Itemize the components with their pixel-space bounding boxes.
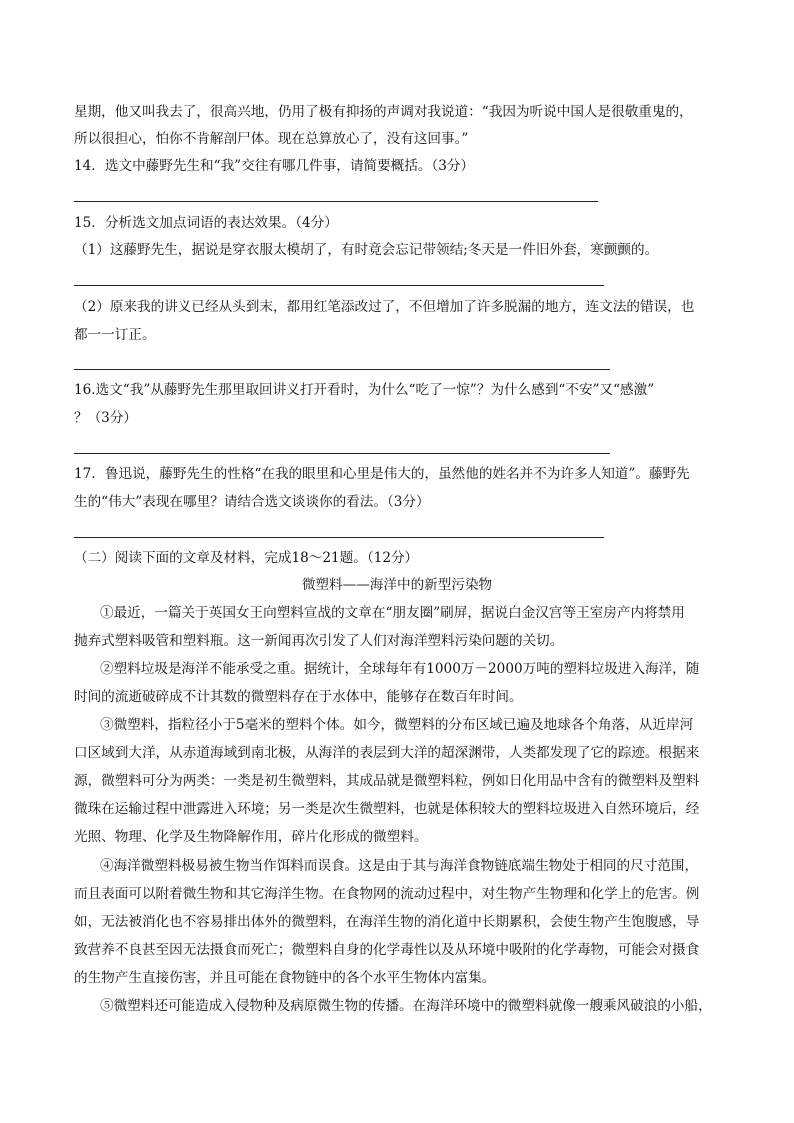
article-p4-line: 的生物产生直接伤害，并且可能在食物链中的各个水平生物体内富集。: [74, 970, 496, 986]
question-14: 14．选文中藤野先生和“我”交往有哪几件事，请简要概括。（3分）: [74, 158, 475, 174]
article-p4-line: 而且表面可以附着微生物和其它海洋生物。在食物网的流动过程中，对生物产生物理和化学上的危害。例: [74, 886, 700, 902]
answer-line-14[interactable]: [74, 201, 598, 202]
article-p2-line: ②塑料垃圾是海洋不能承受之重。据统计，全球每年有1000万－2000万吨的塑料垃圾进入海洋，随: [100, 661, 700, 677]
question-16-cont: ？（3分）: [74, 410, 138, 426]
passage-line: 所以很担心，怕你不肯解剖尸体。现在总算放心了，没有这回事。”: [74, 131, 469, 147]
passage-line: 星期，他又叫我去了，很高兴地，仍用了极有抑扬的声调对我说道：“我因为听说中国人是很敬重鬼的，: [74, 104, 693, 120]
article-p3-line: 微珠在运输过程中泄露进入环境；另一类是次生微塑料，也就是体积较大的塑料垃圾进入自然环境后，经: [74, 801, 700, 817]
article-p3-line: 口区域到大洋，从赤道海域到南北极，从海洋的表层到大洋的超深渊带，人类都发现了它的踪迹。根据来: [74, 745, 700, 761]
article-p3-line: 光照、物理、化学及生物降解作用，碎片化形成的微塑料。: [74, 829, 428, 845]
article-p4-line: 如，无法被消化也不容易排出体外的微塑料，在海洋生物的消化道中长期累积，会使生物产生饱腹感，导: [74, 914, 700, 930]
article-p3-line: 源，微塑料可分为两类：一类是初生微塑料，其成品就是微塑料粒，例如日化用品中含有的微塑料及塑料: [74, 773, 700, 789]
question-15-sub2: （2）原来我的讲义已经从头到末，都用红笔添改过了，不但增加了许多脱漏的地方，连文法的错误，也: [74, 299, 695, 315]
question-15-sub1: （1）这藤野先生，据说是穿衣服太模胡了，有时竟会忘记带领结;冬天是一件旧外套，寒颤颤的。: [74, 242, 659, 258]
article-p1-line: 抛弃式塑料吸管和塑料瓶。这一新闻再次引发了人们对海洋塑料污染问题的关切。: [74, 633, 564, 649]
article-p4-line: 致营养不良甚至因无法摄食而死亡；微塑料自身的化学毒性以及从环境中吸附的化学毒物，可能会对摄食: [74, 942, 700, 958]
question-15-sub2-cont: 都一一订正。: [74, 327, 156, 343]
answer-line-15-2[interactable]: [74, 369, 610, 370]
section-heading: （二）阅读下面的文章及材料，完成18～21题。（12分）: [74, 550, 419, 566]
answer-line-15-1[interactable]: [74, 285, 604, 286]
article-p5-line: ⑤微塑料还可能造成入侵物种及病原微生物的传播。在海洋环境中的微塑料就像一艘乘风破浪的小船，: [100, 998, 712, 1014]
answer-line-17[interactable]: [74, 537, 604, 538]
article-title: 微塑料——海洋中的新型污染物: [301, 577, 493, 593]
article-p1-line: ①最近，一篇关于英国女王向塑料宣战的文章在“朋友圈”刷屏，据说白金汉宫等王室房产内将禁用: [100, 605, 685, 621]
article-p4-line: ④海洋微塑料极易被生物当作饵料而误食。这是由于其与海洋食物链底端生物处于相同的尺寸范围，: [100, 858, 699, 874]
answer-line-16[interactable]: [74, 453, 610, 454]
question-16: 16.选文“我”从藤野先生那里取回讲义打开看时，为什么“吃了一惊”？为什么感到“不安”又“感激”: [74, 382, 655, 398]
question-17: 17．鲁迅说，藤野先生的性格“在我的眼里和心里是伟大的，虽然他的姓名并不为许多人知道”。藤野先: [74, 466, 690, 482]
question-17-cont: 生的“伟大”表现在哪里？请结合选文谈谈你的看法。（3分）: [74, 494, 430, 510]
question-15: 15．分析选文加点词语的表达效果。（4分）: [74, 215, 338, 231]
article-p2-line: 时间的流逝破碎成不计其数的微塑料存在于水体中，能够存在数百年时间。: [74, 689, 523, 705]
article-p3-line: ③微塑料，指粒径小于5毫米的塑料个体。如今，微塑料的分布区域已遍及地球各个角落，从近岸河: [100, 717, 694, 733]
